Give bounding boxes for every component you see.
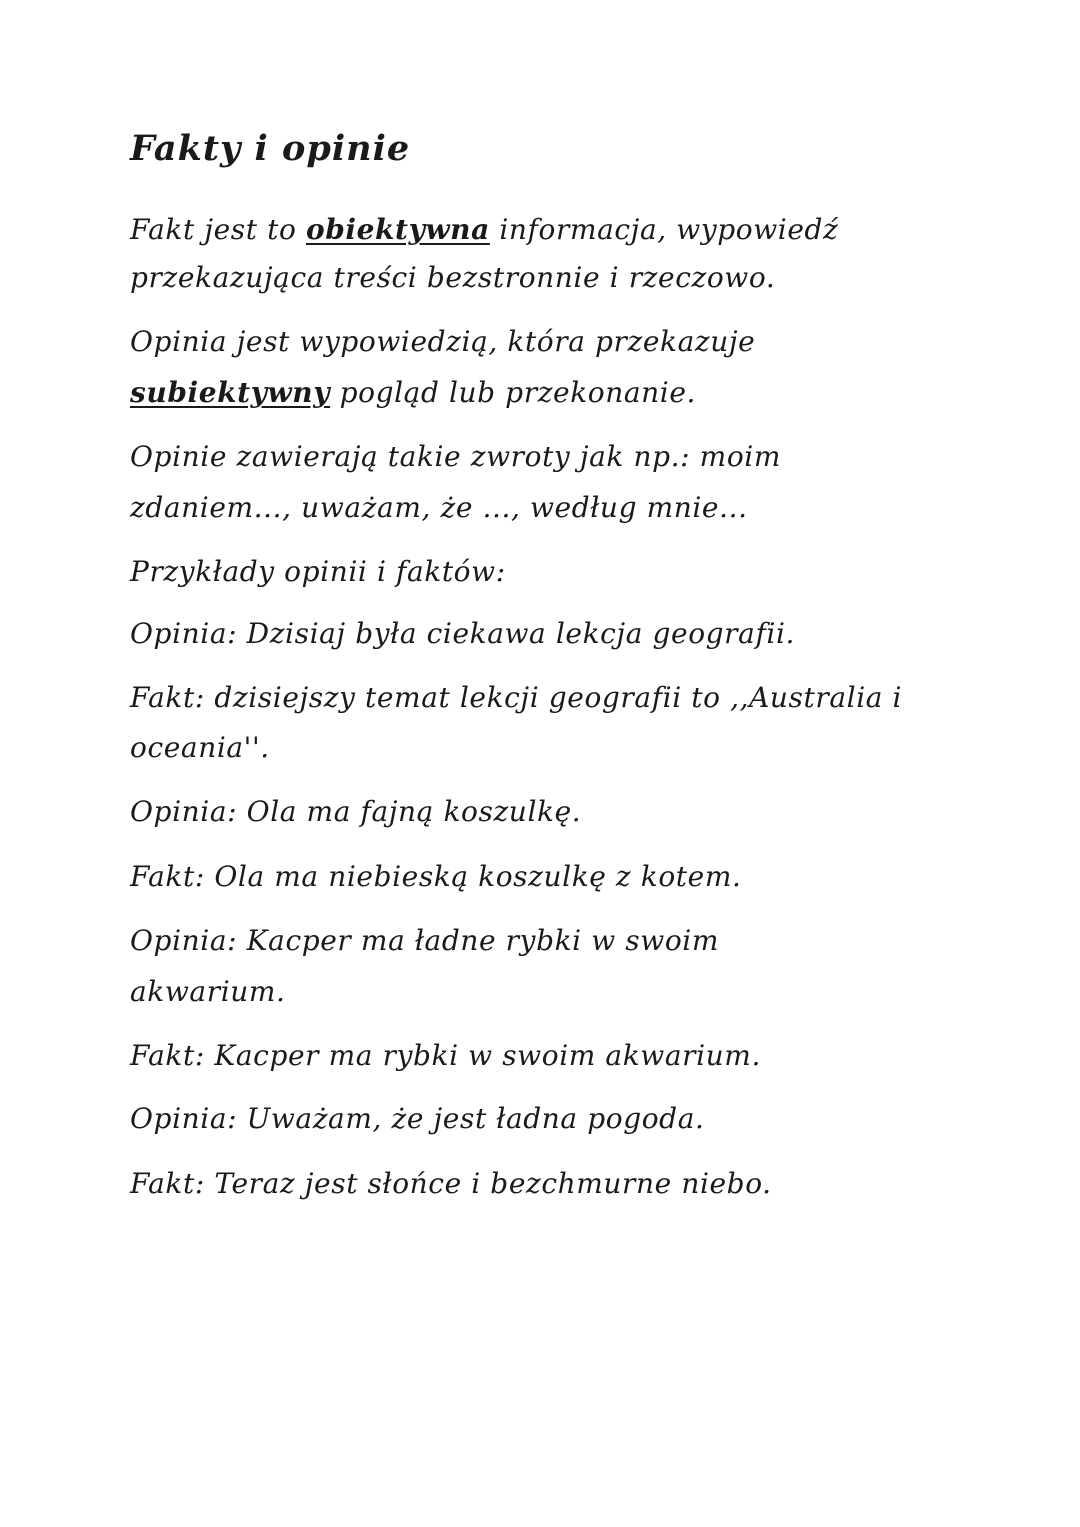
example-3-opinion-line-1: Opinia: Kacper ma ładne rybki w swoim	[130, 924, 719, 957]
example-1-fact-line-1: Fakt: dzisiejszy temat lekcji geografii to ,,Australia i	[130, 681, 903, 714]
keyword-obiektywna: obiektywna	[305, 213, 490, 246]
phrases-line-2: zdaniem..., uważam, że ..., według mnie...	[130, 491, 748, 524]
example-1-fact-line-2: oceania''.	[130, 731, 270, 764]
opinion-definition-line-1: Opinia jest wypowiedzią, która przekazuje	[130, 325, 756, 358]
example-3-opinion-line-2: akwarium.	[130, 975, 286, 1008]
text-run: pogląd lub przekonanie.	[330, 376, 697, 409]
examples-heading: Przykłady opinii i faktów:	[130, 555, 506, 588]
opinion-definition-line-2	[130, 373, 696, 413]
text-run: informacja, wypowiedź	[489, 213, 839, 246]
example-2-opinion: Opinia: Ola ma fajną koszulkę.	[130, 795, 582, 828]
example-1-opinion: Opinia: Dzisiaj była ciekawa lekcja geografii.	[130, 617, 796, 650]
example-3-fact: Fakt: Kacper ma rybki w swoim akwarium.	[130, 1039, 761, 1072]
fact-definition-line-1	[130, 210, 838, 250]
example-2-fact: Fakt: Ola ma niebieską koszulkę z kotem.	[130, 860, 742, 893]
keyword-subiektywny: subiektywny	[130, 376, 331, 409]
page-title: Fakty i opinie	[130, 128, 411, 169]
fact-definition-line-2: przekazująca treści bezstronnie i rzeczowo.	[130, 261, 776, 294]
text-run: Fakt jest to	[130, 213, 306, 246]
example-4-fact: Fakt: Teraz jest słońce i bezchmurne niebo.	[130, 1167, 772, 1200]
phrases-line-1: Opinie zawierają takie zwroty jak np.: moim	[130, 440, 782, 473]
example-4-opinion: Opinia: Uważam, że jest ładna pogoda.	[130, 1102, 705, 1135]
